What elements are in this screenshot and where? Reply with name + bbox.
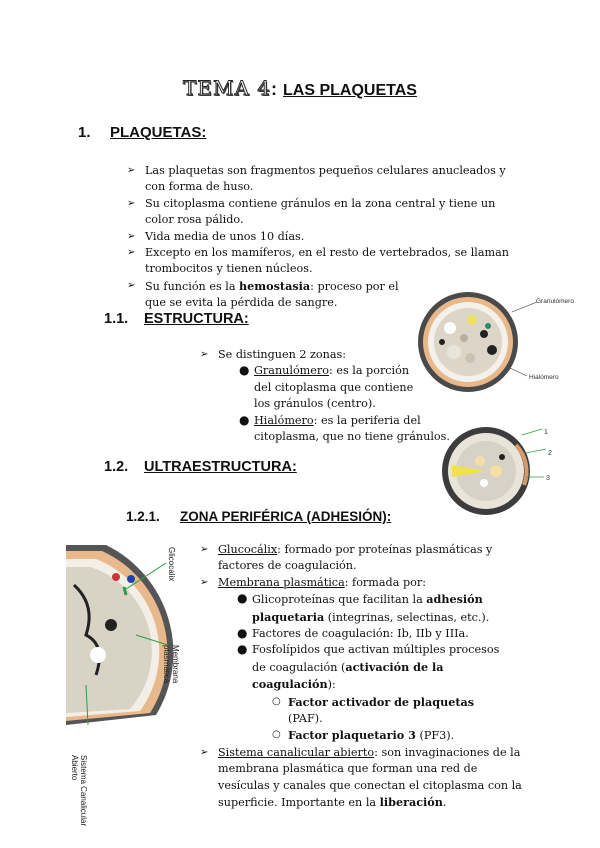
list-item: ➢ Vida media de unos 10 días.: [127, 229, 305, 243]
glicocalix-caption: Glicocalix: [167, 547, 176, 582]
section-label: PLAQUETAS:: [110, 124, 207, 141]
list-item: ● Fosfolípidos que activan múltiples procesos de coagulación (activación de la coagulación):: [237, 642, 500, 692]
figure-label-1: 1: [544, 429, 548, 436]
platelet-structure-figure: [412, 290, 574, 400]
list-item: ➢ Su citoplasma contiene gránulos en la zona central y tiene un color rosa pálido.: [127, 196, 496, 227]
list-item: ○ Factor activador de plaquetas (PAF).: [272, 694, 475, 726]
list-item: ○ Factor plaquetario 3 (PF3).: [272, 728, 455, 743]
section-1-2-heading: 1.2. ULTRAESTRUCTURA:: [104, 459, 297, 475]
list-item: ➢ Glucocálix: formado por proteínas plasmáticas y factores de coagulación.: [200, 543, 493, 573]
list-item: ➢ Su función es la hemostasia: proceso por el que se evita la pérdida de sangre.: [127, 278, 399, 310]
membrana-caption: Membrana plasmática: [162, 645, 180, 684]
page-title: [0, 76, 600, 100]
title-main: LAS PLAQUETAS: [283, 82, 417, 99]
figure-label-2: 2: [548, 450, 552, 457]
title-prefix: TEMA 4: [183, 76, 271, 100]
list-item: ➢ Membrana plasmática: formada por:: [200, 575, 426, 589]
section-number: 1.: [78, 124, 91, 141]
hialomero-caption: Hialómero: [529, 374, 559, 381]
list-item: ● Factores de coagulación: Ib, IIb y IIIa.: [237, 626, 469, 641]
list-item: ● Hialómero: es la periferia del citoplasma, que no tiene gránulos.: [239, 412, 450, 444]
section-1-2-1-list: [200, 542, 530, 812]
peripheral-zone-figure: [66, 545, 186, 845]
section-1-2-1-heading: 1.2.1. ZONA PERIFÉRICA (ADHESIÓN):: [126, 509, 392, 524]
list-item: ➢ Las plaquetas son fragmentos pequeños celulares anucleados y con forma de huso.: [127, 164, 506, 194]
list-item: ● Granulómero: es la porción del citoplasma que contiene los gránulos (centro).: [239, 363, 414, 411]
granulomero-caption: Granulómero: [536, 298, 574, 305]
list-item: ➢ Excepto en los mamíferos, en el resto de vertebrados, se llaman trombocitos y tienen núcleos.: [127, 246, 510, 276]
figure-label-3: 3: [546, 475, 550, 482]
title-colon: :: [270, 79, 277, 99]
list-item: ● Glicoproteínas que facilitan la adhesión plaquetaria (integrinas, selectinas, etc.).: [237, 591, 490, 624]
list-item: ➢ Se distinguen 2 zonas:: [200, 348, 347, 361]
section-1-heading: [78, 124, 206, 141]
list-item: ➢ Sistema canalicular abierto: son invaginaciones de la membrana plasmática que forman una red de vesículas y canales que conectan el citoplasma con la superficie. Importante en la liberación.: [200, 745, 522, 810]
section-1-1-heading: 1.1. ESTRUCTURA:: [104, 311, 249, 327]
ultrastructure-figure: [440, 425, 565, 517]
sistema-caption: Sistema Canalicular Abierto: [70, 755, 88, 827]
section-1-1-list: [200, 347, 450, 445]
